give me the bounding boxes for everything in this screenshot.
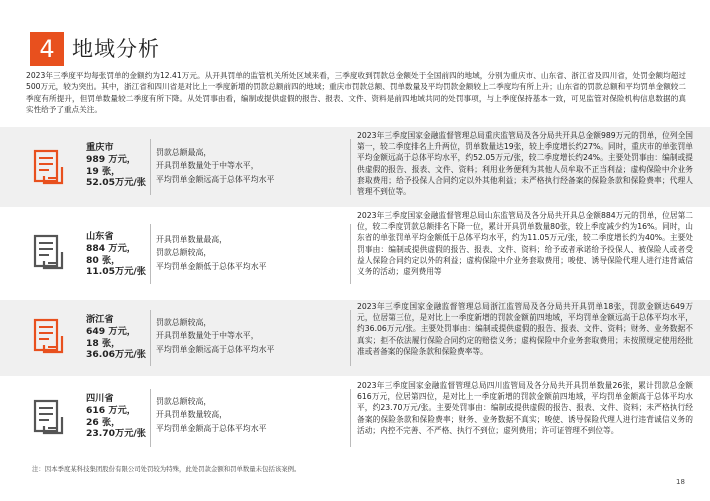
region-description: 2023年三季度国家金融监督管理总局浙江监管局及各分局共开具罚单18张，罚款金额达649万元，位居第三位，是对比上一季度新增的罚款金额前四地域，平均罚单金额远高于总体平均水平，约36.06万元/张。主要处罚事由：编制或提供虚假的报告、报表、文件、资料；财务、业务数据不真实；拒不依法履行保险合同约定的赔偿义务；虚构保险中介业务套取费用；未按照规定使用经批准或者备案的保险条款和保险费率等。	[357, 302, 693, 356]
region-name: 重庆市	[86, 142, 114, 153]
region-average-amount: 23.70万元/张	[86, 428, 146, 440]
page-number: 18	[676, 478, 685, 486]
region-stats	[86, 314, 146, 361]
region-name: 浙江省	[86, 314, 114, 325]
key-point: 开具罚单数量处于中等水平，	[156, 161, 259, 171]
key-point: 开具罚单数量最高，	[156, 235, 228, 244]
region-row-zhejiang	[0, 300, 710, 376]
key-point: 罚款总额较高，	[156, 318, 212, 327]
region-key-points	[156, 316, 274, 356]
vertical-divider	[150, 139, 151, 195]
vertical-divider	[150, 224, 151, 284]
region-description: 2023年三季度国家金融监督管理总局四川监管局及各分局共开具罚单数量26张，累计罚款总金额616万元，位居第四位，是对比上一季度新增的罚款金额前四地域，平均罚单金额高于总体平均水平，约23.70万元/张。主要处罚事由：编制或提供虚假的报告、报表、文件、资料；未严格执行经备案的保险条款和保险费率；财务、业务数据不真实；唆使、诱导保险代理人进行违背诚信义务的活动；内控不完善、不严格、执行不到位；虚列费用；许可证管理不到位等。	[357, 381, 693, 435]
key-point: 罚款总额较高，	[156, 397, 212, 406]
region-stats	[86, 142, 146, 189]
vertical-divider	[350, 139, 351, 195]
vertical-divider	[350, 310, 351, 366]
vertical-divider	[150, 310, 151, 366]
region-description: 2023年三季度国家金融监督管理总局重庆监管局及各分局共开具总金额989万元的罚单，位列全国第一，较二季度排名上升两位，罚单数量达19张，较上季度增长约27%。同时，重庆市的单张罚单平均金额远高于总体平均水平，约52.05万元/张，较二季度增长约24%。主要处罚事由：编制或提供虚假的报告、报表、文件、资料；利用业务便利为其他人员牟取不正当利益；虚构保险中介业务套取费用；给予投保人合同约定以外其他利益；未严格执行经备案的保险条款和保险费率；代理人管理不到位等。	[357, 131, 693, 197]
key-point: 开具罚单数量较高，	[156, 410, 228, 420]
document-icon	[32, 147, 66, 187]
key-point: 罚款总额最高，	[156, 148, 212, 157]
region-total-amount: 884 万元，	[86, 242, 136, 254]
region-row-shandong	[0, 210, 710, 297]
region-name: 四川省	[86, 393, 114, 404]
vertical-divider	[350, 389, 351, 447]
region-key-points	[156, 233, 266, 273]
region-total-amount: 616 万元，	[86, 404, 136, 416]
region-ticket-count: 26 张，	[86, 416, 121, 428]
region-key-points	[156, 395, 266, 435]
region-average-amount: 11.05万元/张	[86, 266, 146, 278]
region-ticket-count: 80 张，	[86, 254, 121, 266]
key-point: 平均罚单金额远高于总体平均水平	[156, 174, 275, 184]
region-name: 山东省	[86, 231, 114, 242]
document-icon	[32, 397, 66, 437]
key-point: 罚款总额较高，	[156, 248, 212, 258]
region-key-points	[156, 146, 274, 186]
section-number-badge: 4	[30, 32, 64, 66]
footnote: 注：因本季度某科技集团股份有限公司处罚较为特殊，此处罚款金额和罚单数量未包括该案例。	[32, 465, 301, 473]
region-row-chongqing	[0, 127, 710, 207]
region-stats	[86, 393, 146, 440]
region-ticket-count: 19 张，	[86, 165, 121, 177]
vertical-divider	[350, 224, 351, 284]
region-ticket-count: 18 张，	[86, 337, 121, 349]
vertical-divider	[150, 389, 151, 447]
region-average-amount: 52.05万元/张	[86, 177, 146, 189]
region-description: 2023年三季度国家金融监督管理总局山东监管局及各分局共开具总金额884万元的罚单，位居第二位，较二季度罚款总额排名下降一位，累计开具罚单数量80张，较上季度减少约为16%。同时，山东省的单张罚单平均金额低于总体平均水平，约为11.05万元/张，较二季度增长约为40%。主要处罚事由：编制或提供虚假的报告、报表、文件、资料；给予或者承诺给予投保人、被保险人或者受益人保险合同约定以外的利益；虚构保险中介业务套取费用；唆使、诱导保险代理人进行违背诚信义务的活动；虚列费用等	[357, 211, 693, 277]
region-total-amount: 989 万元，	[86, 153, 136, 165]
key-point: 平均罚单金额远高于总体平均水平	[156, 344, 275, 354]
region-row-sichuan	[0, 379, 710, 459]
key-point: 开具罚单数量处于中等水平，	[156, 331, 259, 341]
region-total-amount: 649 万元，	[86, 325, 136, 337]
page-title: 地域分析	[72, 37, 160, 61]
region-stats	[86, 231, 146, 278]
key-point: 平均罚单金额低于总体平均水平	[156, 261, 267, 271]
intro-paragraph: 2023年三季度平均每张罚单的金额约为12.41万元。从开具罚单的监管机关所处区域来看，三季度收到罚款总金额处于全国前四的地域，分别为重庆市、山东省、浙江省及四川省，处罚金额均超过500万元，较为突出。其中，浙江省和四川省是对比上一季度新增的罚款总额前四的地域；重庆市罚款总额、罚单数量及平均罚款金额较上二季度均有所上升；山东省的罚款总额和平均罚单金额较二季度有所提升，但罚单数量较二季度有所下降。从处罚事由看，编制或提供虚假的报告、报表、文件、资料是前四地域共同的处罚事项，与上季度保持基本一致，可见监管对保险机构信息数据的真实性给予了重点关注。	[26, 71, 686, 114]
document-icon	[32, 316, 66, 356]
region-average-amount: 36.06万元/张	[86, 349, 146, 361]
key-point: 平均罚单金额高于总体平均水平	[156, 423, 267, 433]
document-icon	[32, 232, 66, 272]
